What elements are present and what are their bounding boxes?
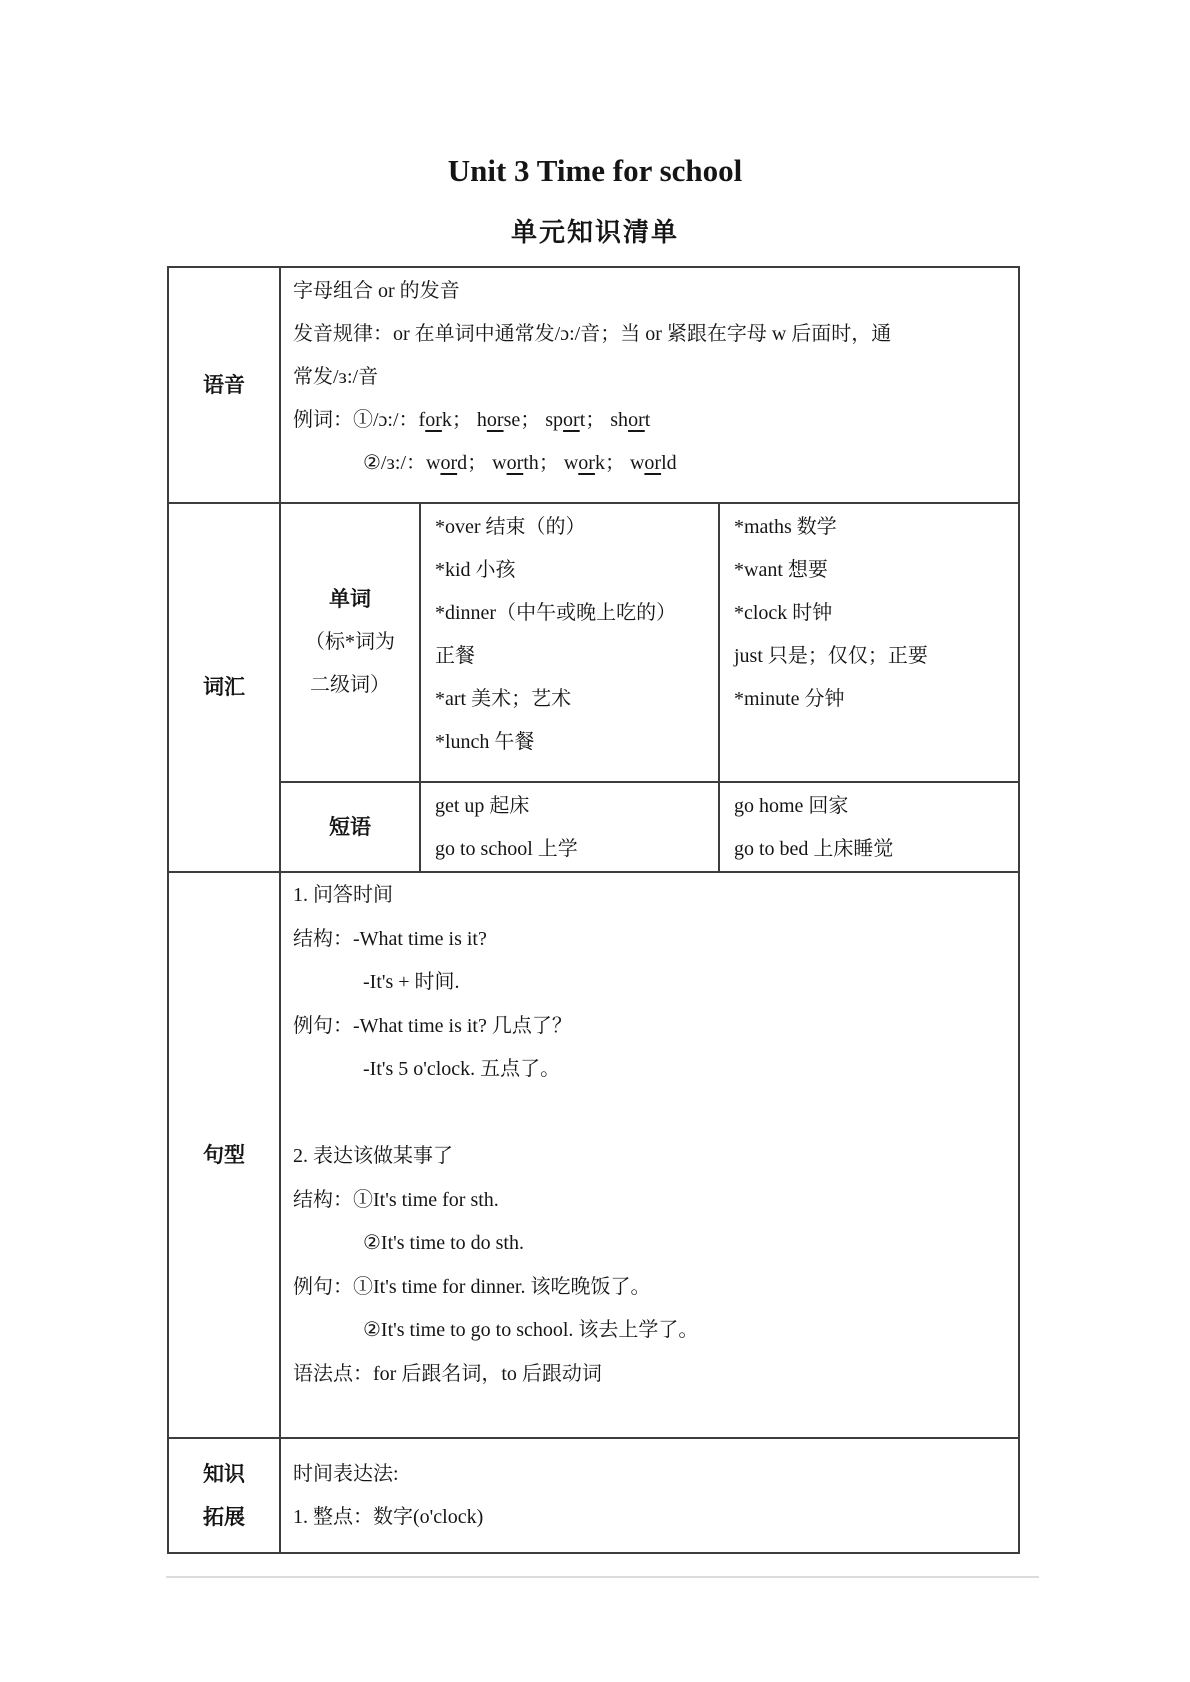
sentence-line: ②It's time to do sth. bbox=[363, 1232, 524, 1254]
sentence-line: -It's 5 o'clock. 五点了。 bbox=[363, 1058, 561, 1080]
sentence-line: 例句：-What time is it? 几点了？ bbox=[293, 1014, 572, 1037]
sentence-line: 结构：-What time is it? bbox=[293, 927, 487, 950]
sentences-label-text: 句型 bbox=[203, 1142, 245, 1167]
vocab-word: 正餐 bbox=[435, 645, 475, 667]
phrase-item: get up 起床 bbox=[435, 795, 530, 817]
separator: ； bbox=[451, 409, 472, 431]
extension-label-line-2: 拓展 bbox=[203, 1504, 245, 1529]
extension-line: 时间表达法: bbox=[293, 1463, 399, 1485]
sentence-line: 例句：①It's time for dinner. 该吃晚饭了。 bbox=[293, 1275, 651, 1298]
underlined-or: or bbox=[506, 452, 524, 474]
vocab-word: *minute 分钟 bbox=[734, 688, 845, 710]
examples-prefix: 例词：①/ɔ:/： bbox=[293, 409, 419, 431]
example-word: short bbox=[610, 409, 651, 431]
underlined-or: or bbox=[486, 409, 504, 431]
example-word: world bbox=[629, 452, 677, 474]
sentence-line: -It's + 时间. bbox=[363, 971, 460, 993]
example-word: work bbox=[563, 452, 605, 474]
phonetics-examples-line-1 bbox=[293, 399, 1004, 442]
phrases-col-1 bbox=[419, 783, 718, 871]
examples-prefix: ②/ɜ:/： bbox=[363, 452, 426, 474]
vocab-body bbox=[279, 504, 1018, 871]
phrase-item: go home 回家 bbox=[734, 795, 849, 817]
phonetics-label-text: 语音 bbox=[203, 372, 245, 397]
phonetics-line: 常发/ɜ:/音 bbox=[293, 366, 379, 388]
words-col-2 bbox=[718, 504, 1018, 781]
underlined-or: or bbox=[563, 409, 580, 431]
phonetics-examples-line-2 bbox=[293, 442, 1004, 485]
sentence-line: 2. 表达该做某事了 bbox=[293, 1145, 453, 1167]
words-sublabel-title: 单词 bbox=[329, 587, 371, 611]
vocab-word: *over 结束（的） bbox=[435, 516, 586, 538]
example-word: sport bbox=[545, 409, 586, 431]
example-word: fork bbox=[418, 409, 452, 431]
sentence-line: 结构：①It's time for sth. bbox=[293, 1188, 499, 1211]
extension-label bbox=[169, 1439, 279, 1552]
extension-line: 1. 整点：数字(o'clock) bbox=[293, 1506, 484, 1528]
phrases-subrow bbox=[279, 781, 1018, 871]
underlined-or: or bbox=[425, 409, 442, 431]
phrases-col-2 bbox=[718, 783, 1018, 871]
sentences-row bbox=[169, 871, 1018, 1437]
separator: ； bbox=[604, 452, 625, 474]
extension-label-line-1: 知识 bbox=[203, 1461, 245, 1486]
vocab-word: just 只是；仅仅；正要 bbox=[734, 645, 928, 667]
words-col-1 bbox=[419, 504, 718, 781]
example-word: worth bbox=[492, 452, 539, 474]
separator: ； bbox=[585, 409, 606, 431]
phonetics-line: 发音规律：or 在单词中通常发/ɔ:/音；当 or 紧跟在字母 w 后面时，通 bbox=[293, 323, 892, 345]
phonetics-label bbox=[169, 268, 279, 502]
blank-line bbox=[293, 1092, 1004, 1136]
vocab-word: *art 美术；艺术 bbox=[435, 688, 572, 710]
sentence-line: 语法点：for 后跟名词，to 后跟动词 bbox=[293, 1362, 602, 1385]
separator: ； bbox=[520, 409, 541, 431]
extension-row bbox=[169, 1437, 1018, 1552]
sentences-content bbox=[279, 873, 1018, 1437]
vocab-word: *clock 时钟 bbox=[734, 602, 833, 624]
phonetics-line: 字母组合 or 的发音 bbox=[293, 280, 460, 302]
phonetics-row bbox=[169, 268, 1018, 502]
phrase-item: go to school 上学 bbox=[435, 838, 578, 860]
vocab-word: *dinner（中午或晚上吃的） bbox=[435, 602, 677, 624]
vocab-word: *want 想要 bbox=[734, 559, 828, 581]
phonetics-content bbox=[279, 268, 1018, 502]
extension-content bbox=[279, 1439, 1018, 1552]
words-subrow bbox=[279, 504, 1018, 781]
vocab-word: *kid 小孩 bbox=[435, 559, 516, 581]
underlined-or: or bbox=[628, 409, 645, 431]
knowledge-table bbox=[167, 266, 1020, 1554]
words-sublabel-note-2: 二级词） bbox=[310, 674, 390, 696]
page-title: Unit 3 Time for school bbox=[447, 153, 743, 188]
underlined-or: or bbox=[578, 452, 595, 474]
page-cut-line bbox=[166, 1576, 1039, 1578]
sentence-line: 1. 问答时间 bbox=[293, 884, 393, 906]
underlined-or: or bbox=[440, 452, 458, 474]
vocab-label-text: 词汇 bbox=[203, 675, 245, 699]
vocab-word: *lunch 午餐 bbox=[435, 731, 535, 753]
vocab-row bbox=[169, 502, 1018, 871]
page-subtitle: 单元知识清单 bbox=[510, 218, 679, 247]
words-sublabel-note-1: （标*词为 bbox=[305, 631, 395, 653]
separator: ； bbox=[467, 452, 488, 474]
sentences-label bbox=[169, 873, 279, 1437]
vocab-label bbox=[169, 504, 279, 871]
underlined-or: or bbox=[644, 452, 662, 474]
example-word: word bbox=[426, 452, 468, 474]
sentence-line: ②It's time to go to school. 该去上学了。 bbox=[363, 1319, 699, 1341]
words-sublabel bbox=[279, 504, 419, 781]
vocab-word: *maths 数学 bbox=[734, 516, 837, 538]
separator: ； bbox=[538, 452, 559, 474]
phrase-item: go to bed 上床睡觉 bbox=[734, 838, 894, 860]
phrases-sublabel bbox=[279, 783, 419, 871]
phrases-sublabel-title: 短语 bbox=[329, 814, 371, 839]
example-word: horse bbox=[476, 409, 521, 431]
